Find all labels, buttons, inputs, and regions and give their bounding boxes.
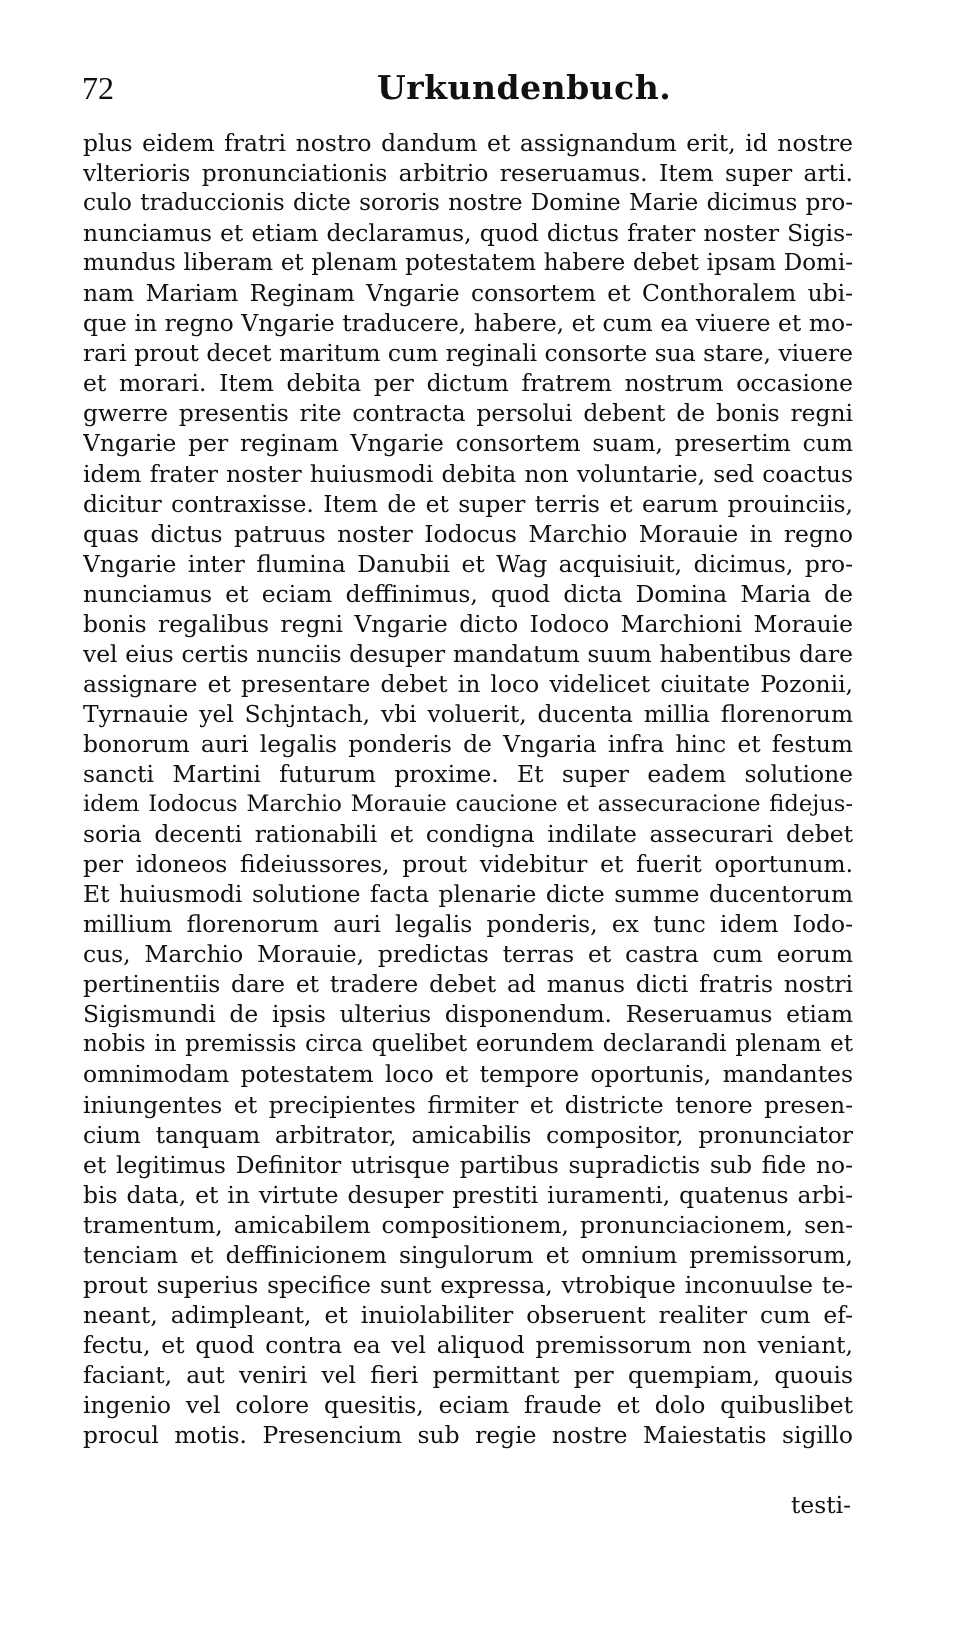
text-line: per idoneos fideiussores, prout videbitur et fuerit oportunum. [83, 850, 853, 879]
text-line: gwerre presentis rite contracta persolui debent de bonis regni [83, 399, 853, 428]
text-line: iniungentes et precipientes firmiter et districte tenore presen- [83, 1090, 853, 1119]
text-line: assignare et presentare debet in loco videlicet ciuitate Pozonii, [83, 669, 853, 698]
text-line: fectu, et quod contra ea vel aliquod premissorum non veniant, [83, 1330, 853, 1359]
text-line: tenciam et deffinicionem singulorum et omnium premissorum, [83, 1240, 853, 1269]
text-line: plus eidem fratri nostro dandum et assignandum erit, id nostre [83, 129, 853, 157]
text-line: Sigismundi de ipsis ulterius disponendum. Reseruamus etiam [83, 1000, 853, 1029]
text-line: culo traduccionis dicte sororis nostre Domine Marie dicimus pro- [83, 190, 853, 217]
text-line: et morari. Item debita per dictum fratrem nostrum occasione [83, 369, 853, 398]
body-text [83, 128, 853, 1450]
catchword: testi- [791, 1491, 852, 1519]
text-line: nam Mariam Reginam Vngarie consortem et Conthoralem ubi- [83, 279, 853, 308]
text-line: mundus liberam et plenam potestatem habere debet ipsam Domi- [83, 250, 853, 277]
text-line: ingenio vel colore quesitis, eciam fraude et dolo quibuslibet [83, 1390, 853, 1419]
text-line: et legitimus Definitor utrisque partibus supradictis sub fide no- [83, 1150, 853, 1179]
text-line: millium florenorum auri legalis ponderis, ex tunc idem Iodo- [83, 910, 853, 939]
text-line: procul motis. Presencium sub regie nostre Maiestatis sigillo [83, 1421, 853, 1450]
text-line: faciant, aut veniri vel fieri permittant per quempiam, quouis [83, 1360, 853, 1389]
text-line: nunciamus et etiam declaramus, quod dictus frater noster Sigis- [83, 219, 853, 248]
text-line: vlterioris pronunciationis arbitrio reseruamus. Item super arti. [83, 159, 853, 188]
text-line: nobis in premissis circa quelibet eorundem declarandi plenam et [83, 1031, 853, 1058]
text-line: tramentum, amicabilem compositionem, pronunciacionem, sen- [83, 1210, 853, 1239]
text-line: pertinentiis dare et tradere debet ad manus dicti fratris nostri [83, 970, 853, 999]
text-line: idem Iodocus Marchio Morauie caucione et assecuracione fidejus- [83, 791, 853, 818]
text-line: bonis regalibus regni Vngarie dicto Iodoco Marchioni Morauie [83, 609, 853, 638]
text-line: idem frater noster huiusmodi debita non voluntarie, sed coactus [83, 459, 853, 488]
text-line: sancti Martini futurum proxime. Et super eadem solutione [83, 759, 853, 788]
page-header [82, 68, 882, 108]
text-line: omnimodam potestatem loco et tempore oportunis, mandantes [83, 1060, 853, 1089]
text-line: bonorum auri legalis ponderis de Vngaria infra hinc et festum [83, 729, 853, 758]
text-line: bis data, et in virtute desuper prestiti iuramenti, quatenus arbi- [83, 1180, 853, 1209]
text-line: soria decenti rationabili et condigna indilate assecurari debet [83, 820, 853, 849]
text-line: vel eius certis nunciis desuper mandatum suum habentibus dare [83, 639, 853, 668]
text-line: neant, adimpleant, et inuiolabiliter obseruent realiter cum ef- [83, 1300, 853, 1329]
text-line: nunciamus et eciam deffinimus, quod dicta Domina Maria de [83, 579, 853, 608]
text-line: prout superius specifice sunt expressa, vtrobique inconuulse te- [83, 1270, 853, 1299]
text-line: Vngarie per reginam Vngarie consortem suam, presertim cum [83, 429, 853, 458]
text-line: dicitur contraxisse. Item de et super terris et earum prouinciis, [83, 489, 853, 518]
text-line: cus, Marchio Morauie, predictas terras et castra cum eorum [83, 940, 853, 969]
text-line: cium tanquam arbitrator, amicabilis compositor, pronunciator [83, 1120, 853, 1149]
running-head: Urkundenbuch. [377, 68, 672, 107]
text-line: quas dictus patruus noster Iodocus Marchio Morauie in regno [83, 519, 853, 548]
text-line: Et huiusmodi solutione facta plenarie dicte summe ducentorum [83, 880, 853, 909]
text-line: que in regno Vngarie traducere, habere, et cum ea viuere et mo- [83, 309, 853, 338]
page-number: 72 [82, 70, 114, 106]
text-line: Tyrnauie yel Schjntach, vbi voluerit, ducenta millia florenorum [83, 699, 853, 728]
text-line: rari prout decet maritum cum reginali consorte sua stare, viuere [83, 339, 853, 368]
text-line: Vngarie inter flumina Danubii et Wag acquisiuit, dicimus, pro- [83, 549, 853, 578]
